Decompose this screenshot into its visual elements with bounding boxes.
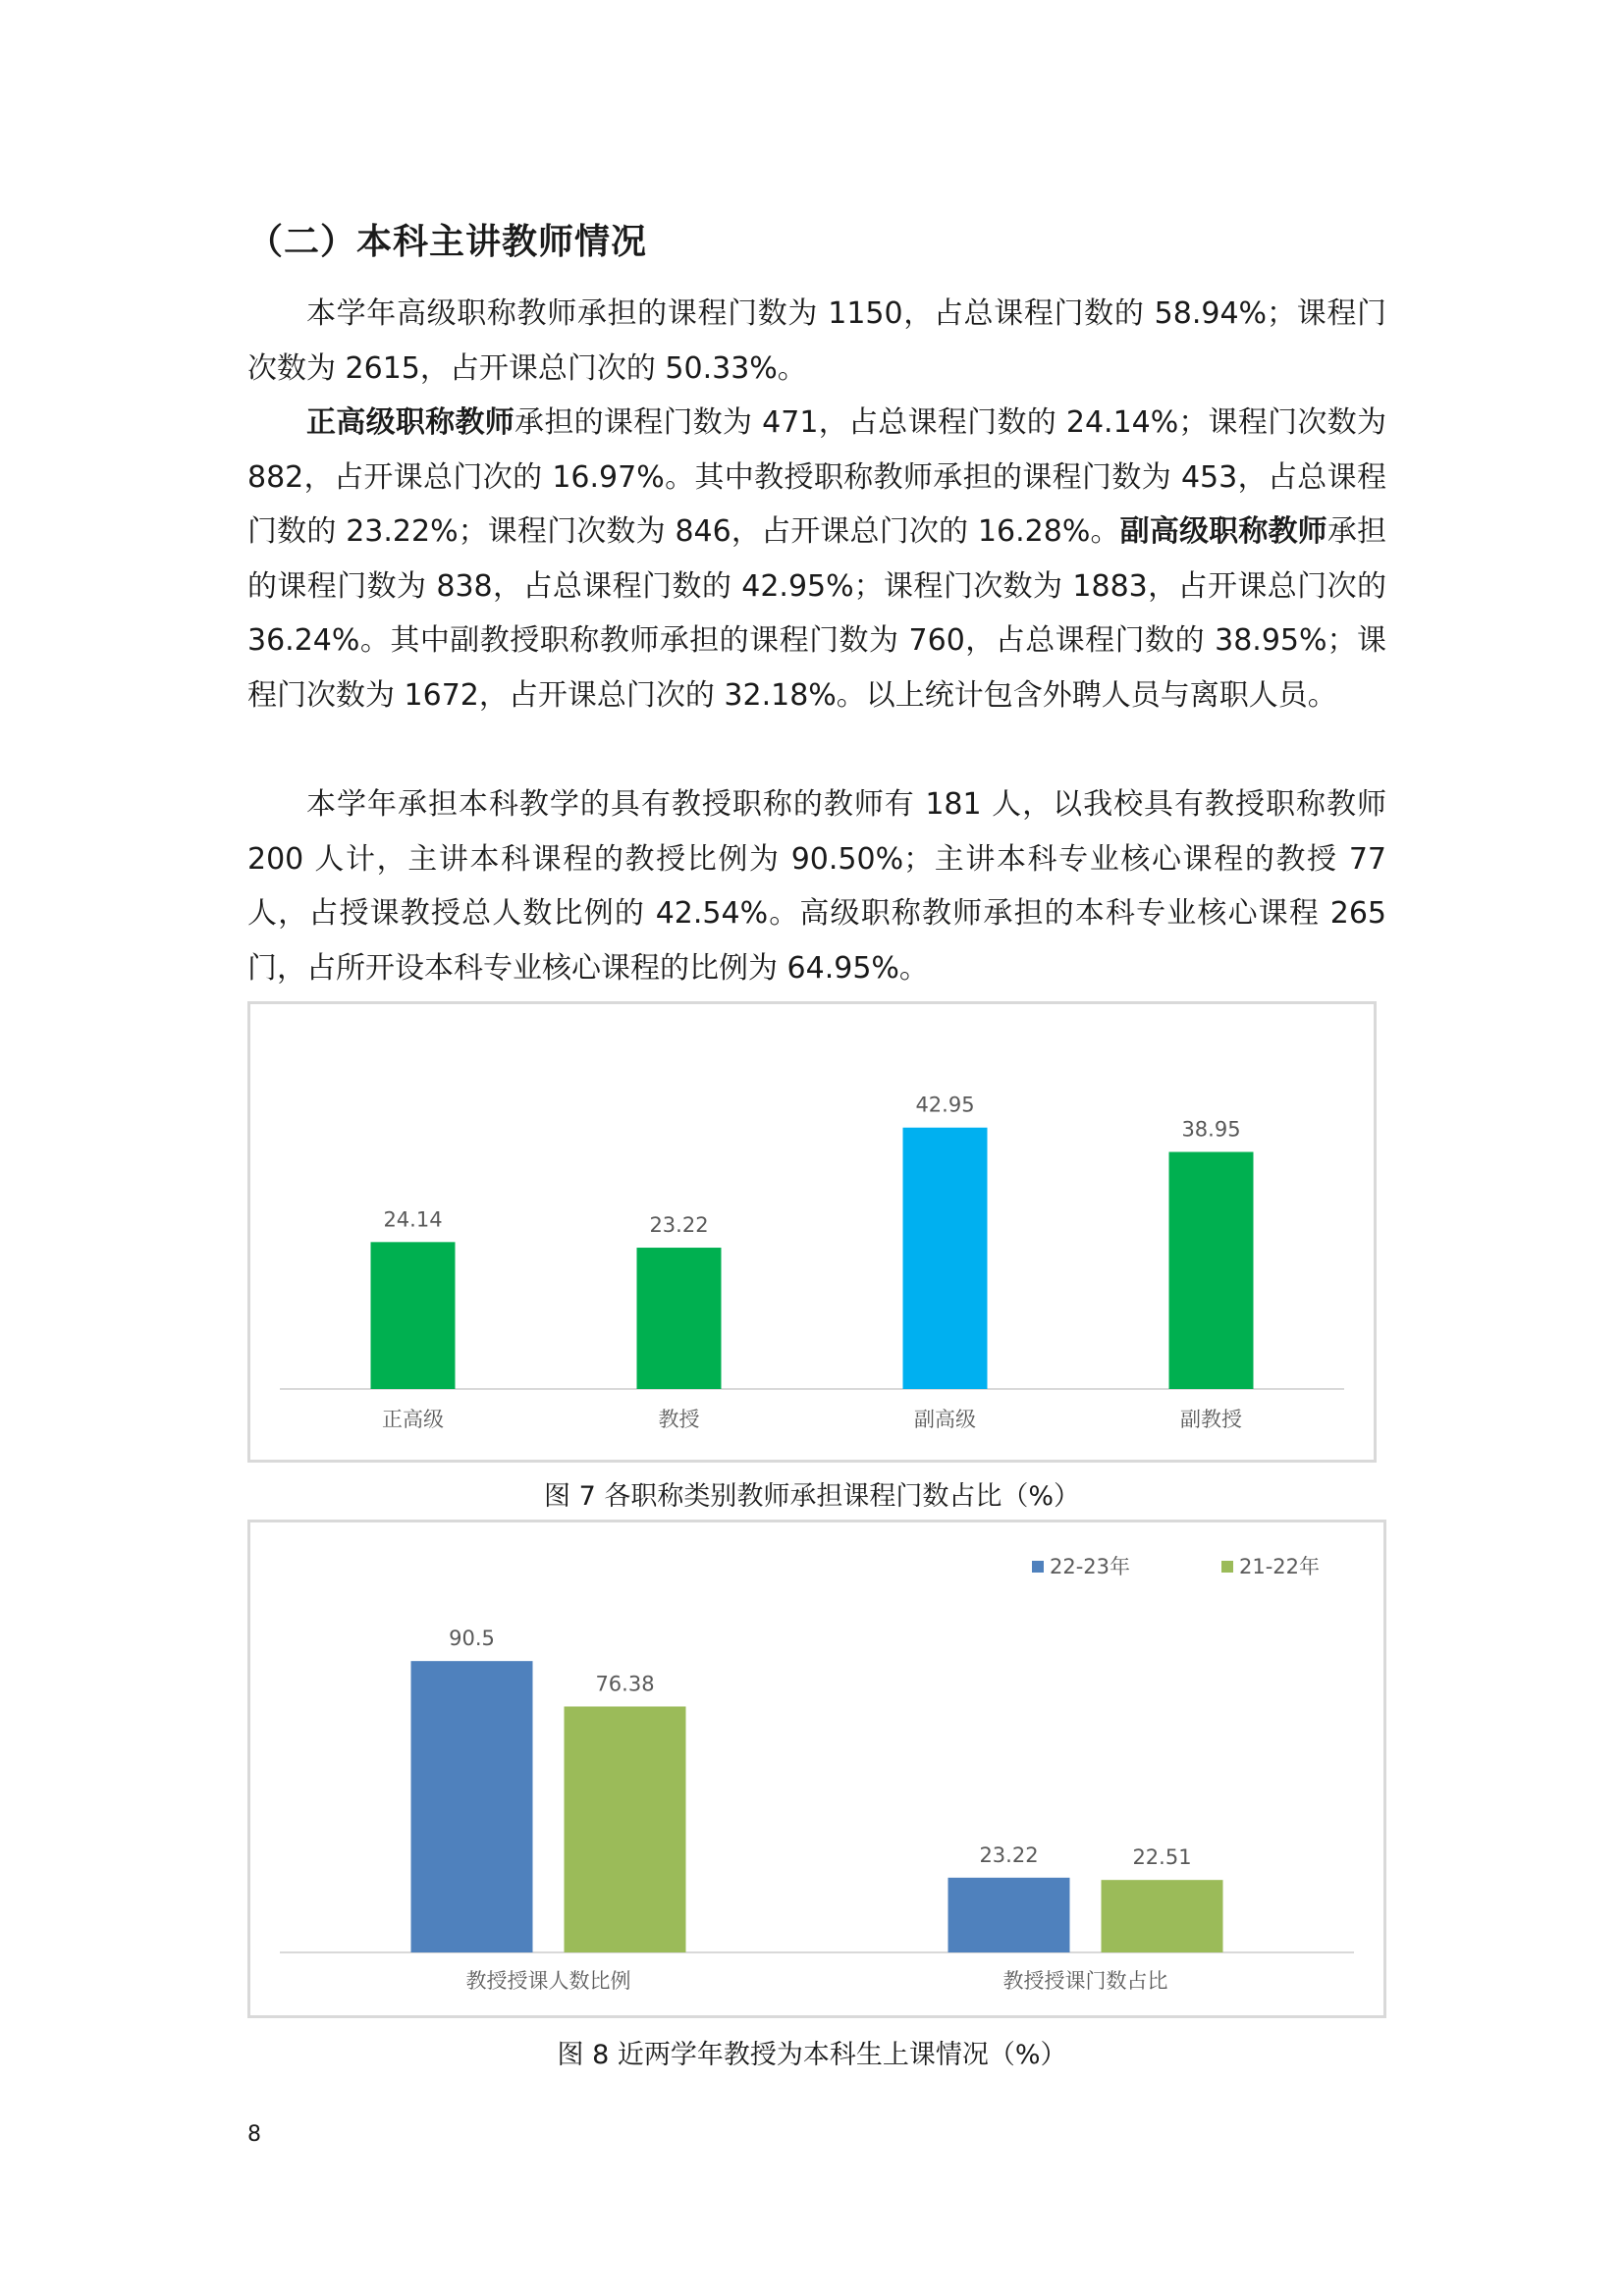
paragraph-text-associate-senior: 承担的课程门数为 838，占总课程门数的 42.95%；课程门次数为 1883，占开课总门次的 36.24%。其中副教授职称教师承担的课程门数为 760，占总课程门数的 38.95%；课程门次数为 1672，占开课总门次的 32.18%。以上统计包含外聘人员与离职人员。 [247,514,1386,713]
legend-label-2: 21-22年 [1239,1555,1321,1578]
data-label-2: 23.22 [649,1213,709,1238]
bar-series2-cat2 [1102,1880,1223,1952]
category-label-2: 教授授课门数占比 [1002,1969,1168,1993]
bar-series2-cat1 [565,1706,686,1952]
figure-caption-fig8: 图 8 近两学年教授为本科生上课情况（%） [557,2040,1067,2070]
data-label-1: 24.14 [383,1207,443,1232]
category-label-1: 教授授课人数比例 [465,1969,631,1993]
bar-series1-cat2 [948,1878,1070,1952]
chart-frame-fig7 [247,1001,1377,1463]
bar-1 [371,1242,456,1389]
category-label-2: 教授 [658,1408,700,1431]
paragraph-senior-courses: 本学年高级职称教师承担的课程门数为 1150，占总课程门数的 58.94%；课程门次数为 2615，占开课总门次的 50.33%。 [247,296,1386,386]
bar-3 [903,1128,988,1389]
data-label-3: 42.95 [915,1093,975,1117]
data-label-series1-cat2: 23.22 [979,1842,1039,1867]
bar-2 [637,1248,722,1389]
bar-chart-fig7 [250,1004,1374,1460]
paragraph-text-full-senior: 承担的课程门数为 471，占总课程门数的 24.14%；课程门次数为 882，占开课总门次的 16.97%。其中教授职称教师承担的课程门数为 453，占总课程门数的 23.22%；课程门次数为 846，占开课总门次的 16.28%。 [247,405,1386,549]
page-number: 8 [247,2122,261,2147]
category-label-3: 副高级 [914,1408,976,1431]
data-label-series2-cat2: 22.51 [1132,1845,1192,1870]
paragraph-professor-teaching: 本学年承担本科教学的具有教授职称的教师有 181 人，以我校具有教授职称教师 200 人计，主讲本科课程的教授比例为 90.50%；主讲本科专业核心课程的教授 77 人，占授课教授总人数比例的 42.54%。高级职称教师承担的本科专业核心课程 265 门，占所开设本科专业核心课程的比例为 64.95%。 [247,787,1386,986]
section-heading: （二）本科主讲教师情况 [247,222,648,262]
chart-frame-fig8 [247,1520,1386,2018]
category-label-1: 正高级 [382,1408,444,1431]
data-label-4: 38.95 [1181,1117,1241,1142]
data-label-series2-cat1: 76.38 [595,1672,655,1696]
legend-swatch-2 [1221,1561,1233,1573]
bar-series1-cat1 [411,1661,533,1952]
grouped-bar-chart-fig8 [250,1522,1383,2015]
figure-caption-fig7: 图 7 各职称类别教师承担课程门数占比（%） [544,1481,1080,1512]
bold-lead-associate-senior: 副高级职称教师 [1119,514,1327,549]
paragraph-title-breakdown [247,396,1386,722]
legend-label-1: 22-23年 [1050,1555,1131,1578]
bar-4 [1169,1152,1254,1389]
legend-swatch-1 [1032,1561,1044,1573]
data-label-series1-cat1: 90.5 [449,1627,495,1651]
category-label-4: 副教授 [1180,1408,1242,1431]
bold-lead-full-senior: 正高级职称教师 [306,405,515,440]
